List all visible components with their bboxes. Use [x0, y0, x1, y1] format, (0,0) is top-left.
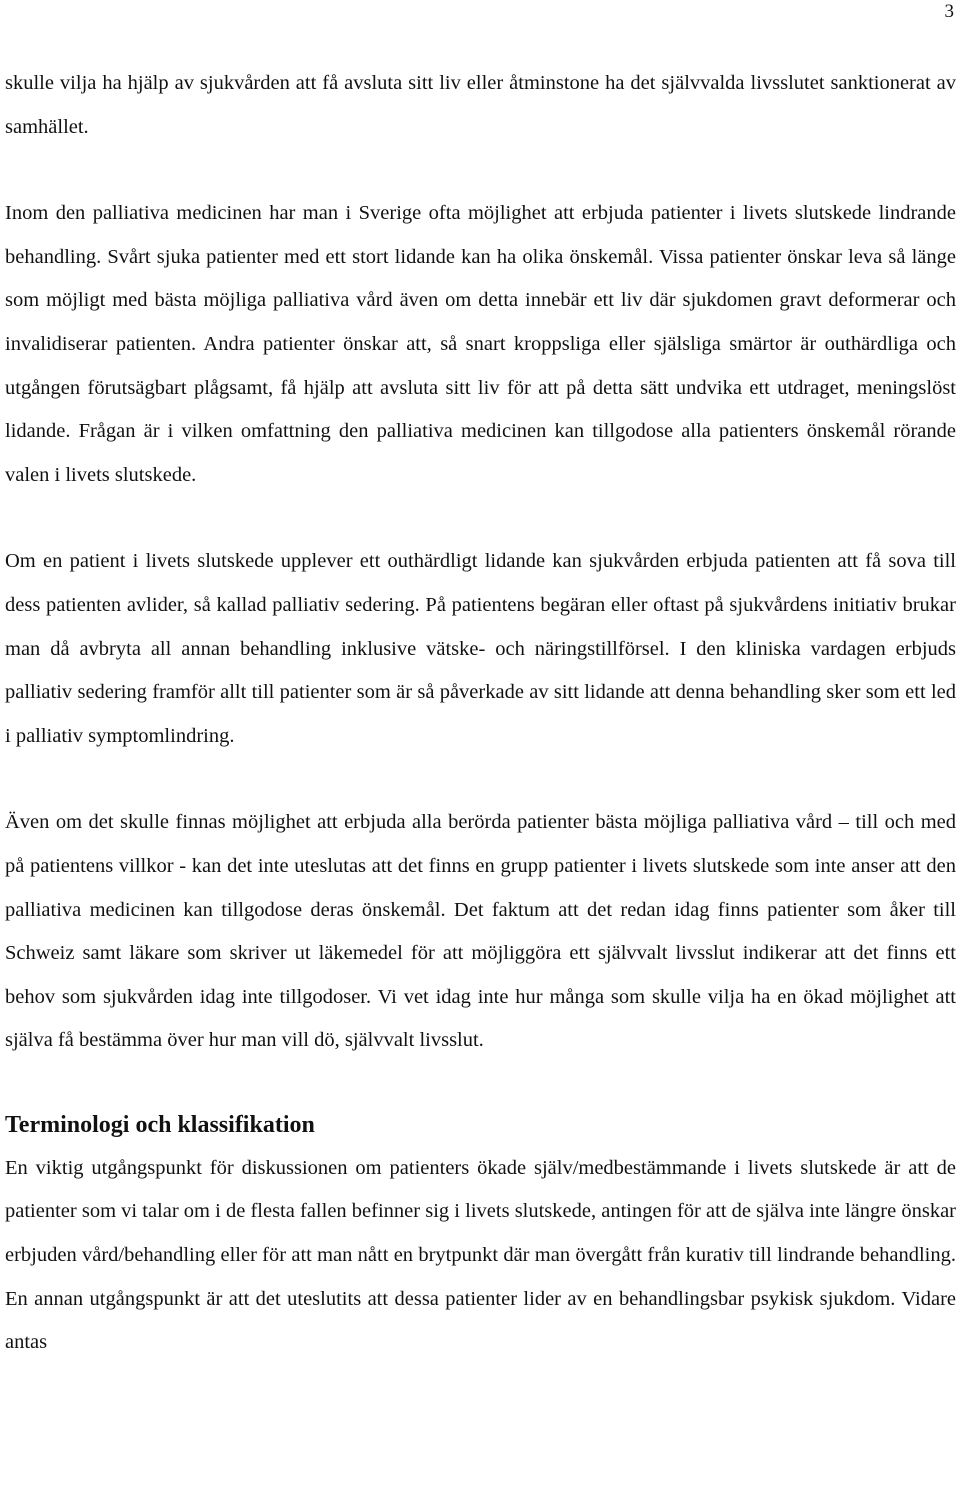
page-number: 3 [944, 1, 954, 22]
paragraph-continuation: skulle vilja ha hjälp av sjukvården att få avsluta sitt liv eller åtminstone ha det självvalda livsslutet sanktionerat av samhället. [5, 72, 956, 138]
section-heading: Terminologi och klassifikation [5, 1111, 315, 1138]
paragraph-patient-needs: Även om det skulle finnas möjlighet att erbjuda alla berörda patienter bästa möjliga palliativa vård – till och med på patientens villkor - kan det inte uteslutas att det finns en grupp patienter i livets slutskede som inte anser att den palliativa medicinen kan tillgodose deras önskemål. Det faktum att det redan idag finns patienter som åker till Schweiz samt läkare som skriver ut läkemedel för att möjliggöra ett självvalt livsslut indikerar att det finns ett behov som sjukvården idag inte tillgodoser. Vi vet idag inte hur många som skulle vilja ha en ökad möjlighet att själva få bestämma över hur man vill dö, självvalt livsslut. [5, 811, 956, 1052]
document-body [5, 62, 956, 1365]
paragraph-palliative-sedation: Om en patient i livets slutskede upplever ett outhärdligt lidande kan sjukvården erbjuda patienten att få sova till dess patienten avlider, så kallad palliativ sedering. På patientens begäran eller oftast på sjukvårdens initiativ brukar man då avbryta all annan behandling inklusive vätske- och näringstillförsel. I den kliniska vardagen erbjuds palliativ sedering framför allt till patienter som är så påverkade av sitt lidande att denna behandling sker som ett led i palliativ symptomlindring. [5, 550, 956, 747]
paragraph-palliative-care: Inom den palliativa medicinen har man i Sverige ofta möjlighet att erbjuda patienter i livets slutskede lindrande behandling. Svårt sjuka patienter med ett stort lidande kan ha olika önskemål. Vissa patienter önskar leva så länge som möjligt med bästa möjliga palliativa vård även om detta innebär ett liv där sjukdomen gravt deformerar och invalidiserar patienten. Andra patienter önskar att, så snart kroppsliga eller själsliga smärtor är outhärdliga och utgången förutsägbart plågsamt, få hjälp att avsluta sitt liv för att på detta sätt undvika ett utdraget, meningslöst lidande. Frågan är i vilken omfattning den palliativa medicinen kan tillgodose alla patienters önskemål rörande valen i livets slutskede. [5, 202, 956, 486]
section-paragraph: En viktig utgångspunkt för diskussionen om patienters ökade själv/medbestämmande i livets slutskede är att de patienter som vi talar om i de flesta fallen befinner sig i livets slutskede, antingen för att de själva inte längre önskar erbjuden vård/behandling eller för att man nått en brytpunkt där man övergått från kurativ till lindrande behandling. En annan utgångspunkt är att det uteslutits att dessa patienter lider av en behandlingsbar psykisk sjukdom. Vidare antas [5, 1156, 956, 1354]
